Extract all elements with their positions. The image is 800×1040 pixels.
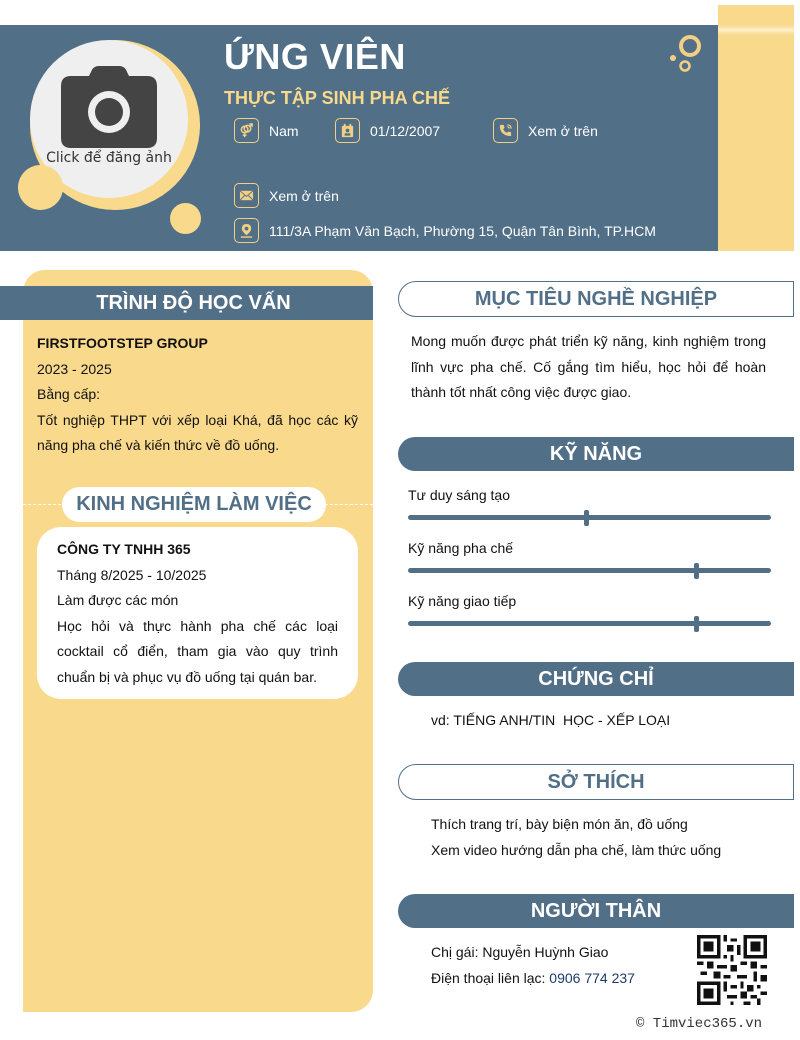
education-heading: TRÌNH ĐỘ HỌC VẤN (0, 286, 373, 320)
phone-icon (493, 118, 518, 143)
certificates-heading: CHỨNG CHỈ (398, 662, 794, 696)
hobby-item: Xem video hướng dẫn pha chế, làm thức uống (431, 841, 722, 858)
education-description: Tốt nghiệp THPT với xếp loại Khá, đã học các kỹ năng pha chế và kiến thức về đồ uống. (37, 411, 358, 453)
experience-position: Làm được các món (57, 592, 179, 608)
skill-bar (408, 568, 771, 573)
skill-label: Kỹ năng pha chế (408, 540, 514, 556)
relatives-heading: NGƯỜI THÂN (398, 894, 794, 928)
education-period: 2023 - 2025 (37, 360, 112, 377)
relative-phone-line (431, 966, 635, 992)
location-icon (234, 218, 259, 243)
candidate-name: ỨNG VIÊN (224, 36, 406, 77)
experience-heading: KINH NGHIỆM LÀM VIỆC (62, 487, 326, 522)
skill-item (408, 487, 771, 520)
decorative-dot (18, 165, 63, 210)
experience-description: Học hỏi và thực hành pha chế các loại cocktail cổ điển, tham gia vào quy trình chuẩn bị và phục vụ đồ uống tại quán bar. (57, 617, 338, 685)
info-phone (493, 118, 598, 143)
skill-item (408, 540, 771, 573)
mail-icon (234, 183, 259, 208)
certificates-text: vd: TIẾNG ANH/TIN HỌC - XẾP LOẠI (431, 712, 671, 728)
email-value: Xem ở trên (269, 187, 339, 204)
experience-card (37, 527, 358, 699)
gender-icon (234, 118, 259, 143)
calendar-icon (335, 118, 360, 143)
hobbies-list (431, 812, 721, 863)
skill-bar (408, 515, 771, 520)
relative-phone-label: Điện thoại liên lạc: (431, 969, 550, 986)
skill-marker (584, 510, 589, 526)
relatives-section (431, 940, 635, 991)
decorative-strip (718, 5, 794, 251)
info-address (234, 218, 656, 243)
skill-marker (694, 563, 699, 579)
relative-name: Chị gái: Nguyễn Huỳnh Giao (431, 944, 609, 960)
qr-code-icon (697, 935, 767, 1005)
info-birthdate (335, 118, 440, 143)
objective-heading: MỤC TIÊU NGHỀ NGHIỆP (398, 281, 794, 317)
phone-value: Xem ở trên (528, 122, 598, 139)
info-email (234, 183, 339, 208)
info-gender (234, 118, 299, 143)
education-school: FIRSTFOOTSTEP GROUP (37, 335, 208, 351)
candidate-role: THỰC TẬP SINH PHA CHẾ (224, 88, 450, 108)
experience-company: CÔNG TY TNHH 365 (57, 541, 191, 557)
skill-label: Kỹ năng giao tiếp (408, 593, 517, 609)
skill-label: Tư duy sáng tạo (408, 487, 510, 503)
birthdate-value: 01/12/2007 (370, 122, 441, 139)
relative-phone: 0906 774 237 (549, 969, 635, 986)
education-degree-label: Bằng cấp: (37, 386, 101, 402)
photo-caption: Click để đăng ảnh (46, 150, 172, 166)
address-value: 111/3A Phạm Văn Bạch, Phường 15, Quận Tân Bình, TP.HCM (269, 222, 656, 239)
skill-bar (408, 621, 771, 626)
hobbies-heading: SỞ THÍCH (398, 764, 794, 800)
skills-heading: KỸ NĂNG (398, 437, 794, 471)
bubbles-icon (668, 33, 704, 73)
experience-period: Tháng 8/2025 - 10/2025 (57, 566, 207, 583)
hobby-item: Thích trang trí, bày biện món ăn, đồ uống (431, 816, 688, 832)
skill-item (408, 593, 771, 626)
education-section (37, 331, 358, 459)
objective-text: Mong muốn được phát triển kỹ năng, kinh nghiệm trong lĩnh vực pha chế. Cố gắng tìm hiểu, học hỏi để hoàn thành tốt nhất công việc được giao. (411, 333, 766, 400)
gender-value: Nam (269, 122, 299, 139)
footer-copyright: © Timviec365.vn (636, 1016, 763, 1032)
decorative-dot (170, 203, 201, 234)
skill-marker (694, 616, 699, 632)
camera-icon (61, 66, 157, 148)
